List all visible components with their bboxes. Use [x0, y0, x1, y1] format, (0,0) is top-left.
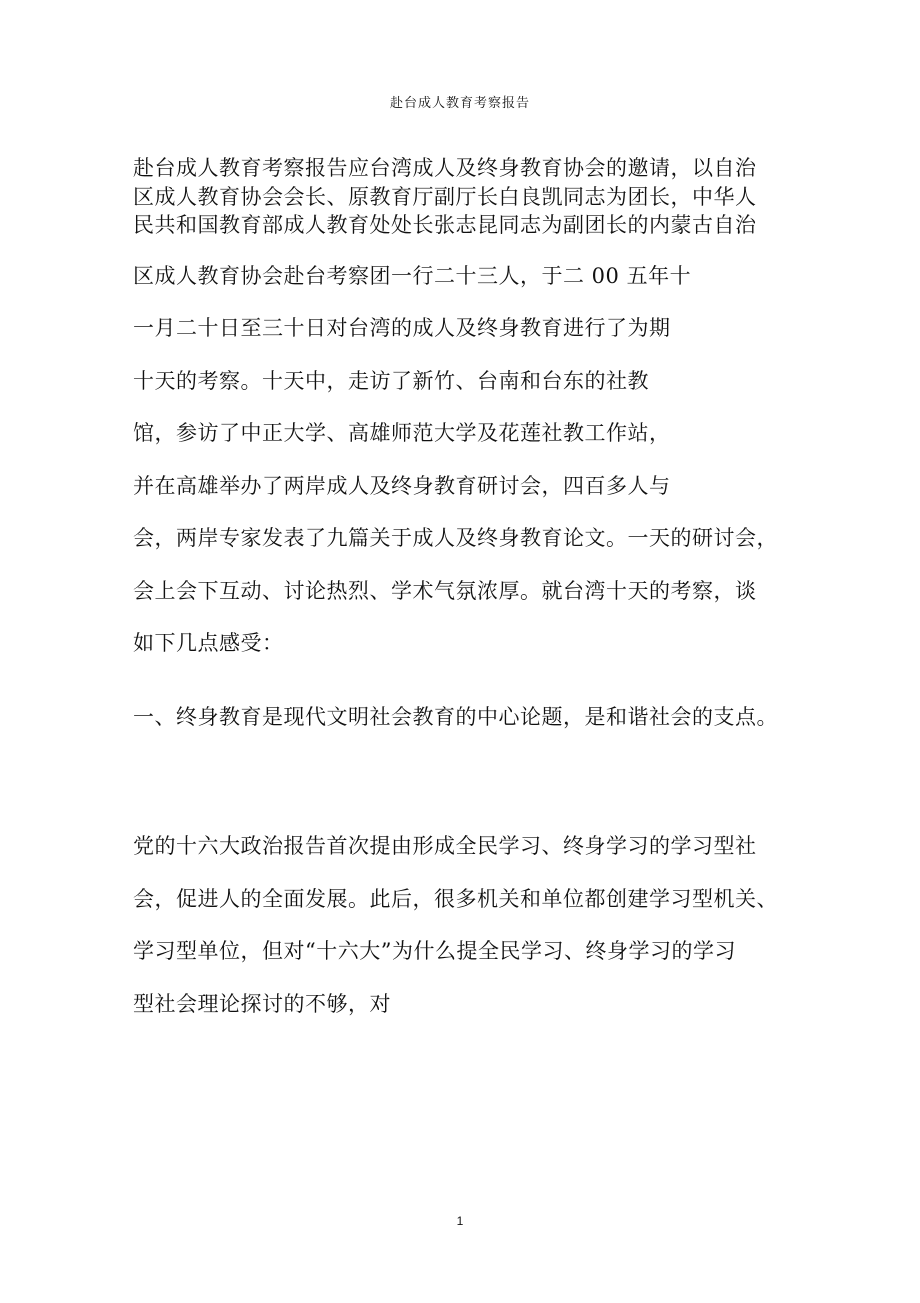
- paragraph-line: 区成人教育协会赴台考察团一行二十三人，于二 00 五年十: [133, 264, 692, 288]
- paragraph-line: 会，促进人的全面发展。此后，很多机关和单位都创建学习型机关、: [133, 887, 778, 911]
- paragraph-line: 民共和国教育部成人教育处处长张志昆同志为副团长的内蒙古自治: [133, 213, 757, 237]
- paragraph-line: 馆，参访了中正大学、高雄师范大学及花莲社教工作站，: [133, 421, 671, 445]
- paragraph-line: 党的十六大政治报告首次提由形成全民学习、终身学习的学习型社: [133, 834, 757, 858]
- section-heading: 一、终身教育是现代文明社会教育的中心论题，是和谐社会的支点。: [133, 705, 778, 729]
- paragraph-line: 赴台成人教育考察报告应台湾成人及终身教育协会的邀请，以自治: [133, 156, 757, 180]
- paragraph-line: 并在高雄举办了两岸成人及终身教育研讨会，四百多人与: [133, 474, 671, 498]
- page-number: 1: [456, 1214, 464, 1228]
- paragraph-line: 十天的考察。十天中，走访了新竹、台南和台东的社教: [133, 369, 649, 393]
- paragraph-line: 型社会理论探讨的不够，对: [133, 992, 391, 1016]
- document-header-title: 赴台成人教育考察报告: [389, 96, 530, 111]
- paragraph-line: 如下几点感受：: [133, 631, 284, 655]
- paragraph-line: 一月二十日至三十日对台湾的成人及终身教育进行了为期: [133, 316, 671, 340]
- paragraph-line: 区成人教育协会会长、原教育厅副厅长白良凯同志为团长，中华人: [133, 185, 757, 209]
- paragraph-line: 会上会下互动、讨论热烈、学术气氛浓厚。就台湾十天的考察，谈: [133, 579, 757, 603]
- paragraph-line: 学习型单位，但对“十六大”为什么提全民学习、终身学习的学习: [133, 939, 736, 963]
- paragraph-line: 会，两岸专家发表了九篇关于成人及终身教育论文。一天的研讨会，: [133, 526, 778, 550]
